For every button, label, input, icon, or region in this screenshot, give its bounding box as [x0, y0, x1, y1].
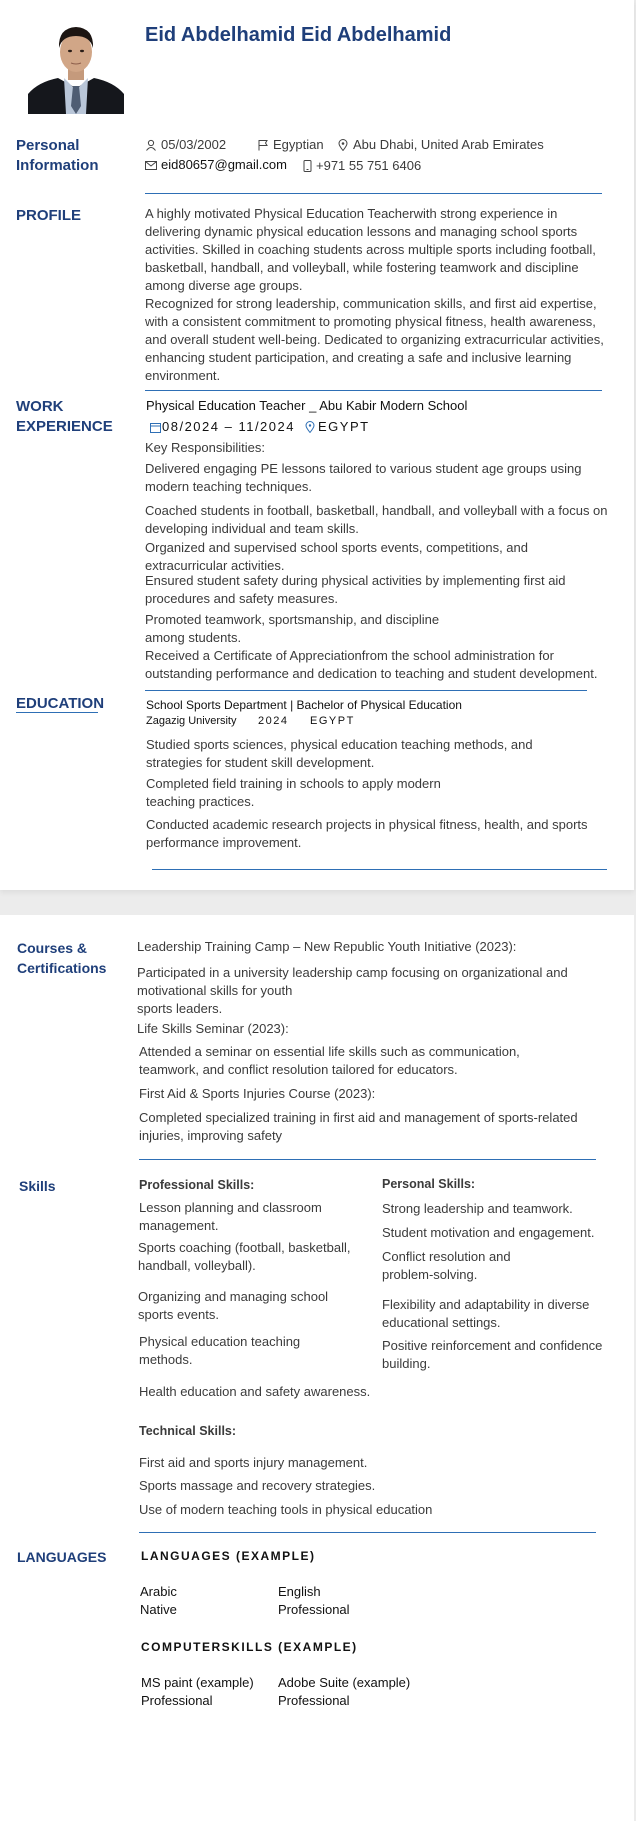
courses-heading: Courses & Certifications — [17, 940, 107, 976]
skill-item: Sports coaching (football, basketball, handball, volleyball). — [138, 1240, 351, 1273]
skill-item: Student motivation and engagement. — [382, 1225, 595, 1240]
skill-item: Health education and safety awareness. — [139, 1384, 371, 1399]
skill-item: Sports massage and recovery strategies. — [139, 1478, 376, 1493]
personal-info-heading: Personal Information — [16, 137, 99, 174]
university: Zagazig University — [146, 715, 237, 727]
education-item: Studied sports sciences, physical education teaching methods, and strategies for student skill development. — [146, 737, 533, 770]
course-description: Participated in a university leadership camp focusing on organizational and motivational skills for youth sports leaders. — [137, 965, 568, 1016]
location-pin-icon — [305, 420, 315, 438]
course-description: Completed specialized training in first aid and management of sports-related injuries, improving safety — [139, 1110, 578, 1143]
education-item: Conducted academic research projects in physical fitness, health, and sports performance improvement. — [146, 817, 588, 850]
graduation-year: 2024 — [258, 715, 289, 727]
profile-photo — [28, 16, 124, 114]
education-item: Completed field training in schools to apply modern teaching practices. — [146, 776, 441, 809]
skill-item: Physical education teaching methods. — [139, 1334, 301, 1367]
education-country: EGYPT — [310, 715, 355, 727]
divider — [145, 390, 602, 391]
computer-skill-item: Adobe Suite (example) Professional — [278, 1675, 411, 1708]
mail-icon — [145, 158, 157, 176]
work-item: Organized and supervised school sports events, competitions, and extracurricular activities. — [145, 540, 528, 573]
flag-icon — [257, 138, 269, 156]
work-experience-heading: WORK EXPERIENCE — [16, 398, 113, 435]
phone-icon — [303, 159, 312, 177]
skills-heading: Skills — [19, 1178, 56, 1194]
calendar-icon — [150, 420, 161, 438]
resume-page-1 — [0, 0, 634, 890]
languages-heading: LANGUAGES — [17, 1549, 107, 1565]
course-title: Leadership Training Camp – New Republic Youth Initiative (2023): — [137, 939, 517, 954]
technical-skills-heading: Technical Skills: — [139, 1424, 237, 1438]
job-title: Physical Education Teacher _ Abu Kabir Modern School — [146, 398, 468, 413]
location: Abu Dhabi, United Arab Emirates — [337, 136, 544, 156]
language-item: English Professional — [278, 1584, 350, 1617]
work-item: Promoted teamwork, sportsmanship, and discipline among students. — [145, 612, 440, 645]
skill-item: Use of modern teaching tools in physical education — [139, 1502, 433, 1517]
course-title: Life Skills Seminar (2023): — [137, 1021, 289, 1036]
profile-summary: A highly motivated Physical Education Teacherwith strong experience in delivering dynamic physical education lessons and managing school sports activities. Skilled in coaching students across multiple sports including football, basketball, handball, and volleyball, while fostering teamwork and discipline among diverse age groups. Recognized for strong leadership, communication skills, and first aid expertise, with a consistent commitment to promoting physical fitness, health awareness, and overall student well-being. Dedicated to organizing extracurricular activities, enhancing student participation, and creating a safe and inclusive learning environment. — [145, 206, 604, 383]
degree: School Sports Department | Bachelor of Physical Education — [146, 698, 462, 712]
languages-subheading: LANGUAGES (EXAMPLE) — [141, 1549, 316, 1563]
skill-item: First aid and sports injury management. — [139, 1455, 368, 1470]
job-location: EGYPT — [305, 418, 370, 438]
personal-skills-heading: Personal Skills: — [382, 1177, 476, 1191]
skill-item: Conflict resolution and problem-solving. — [382, 1249, 511, 1282]
divider — [139, 1159, 596, 1160]
candidate-name: Eid Abdelhamid Eid Abdelhamid — [145, 24, 452, 46]
divider — [16, 712, 98, 713]
work-item: Received a Certificate of Appreciationfrom the school administration for outstanding performance and dedication to teaching and student development. — [145, 648, 598, 681]
course-description: Attended a seminar on essential life skills such as communication, teamwork, and conflict resolution tailored for educators. — [139, 1044, 520, 1077]
birthdate: 05/03/2002 — [145, 136, 226, 156]
job-dates: 08/2024 – 11/2024 — [150, 418, 295, 438]
skill-item: Positive reinforcement and confidence building. — [382, 1338, 603, 1371]
course-title: First Aid & Sports Injuries Course (2023): — [139, 1086, 376, 1101]
email[interactable]: eid80657@gmail.com — [145, 156, 287, 176]
divider — [152, 869, 607, 870]
skill-item: Lesson planning and classroom management. — [139, 1200, 322, 1233]
computer-skill-item: MS paint (example) Professional — [141, 1675, 254, 1708]
profile-heading: PROFILE — [16, 207, 82, 224]
divider — [145, 193, 602, 194]
computer-skills-heading: COMPUTERSKILLS (EXAMPLE) — [141, 1640, 358, 1654]
divider — [139, 1532, 596, 1533]
location-pin-icon — [337, 138, 349, 156]
phone[interactable]: +971 55 751 6406 — [303, 157, 421, 177]
education-heading: EDUCATION — [16, 695, 105, 712]
nationality: Egyptian — [257, 136, 324, 156]
language-item: Arabic Native — [140, 1584, 177, 1617]
professional-skills-heading: Professional Skills: — [139, 1178, 255, 1192]
skill-item: Organizing and managing school sports events. — [138, 1289, 329, 1322]
skill-item: Strong leadership and teamwork. — [382, 1201, 573, 1216]
resume-page-2 — [0, 915, 634, 1821]
divider — [145, 690, 587, 691]
work-item: Coached students in football, basketball, handball, and volleyball with a focus on developing individual and team skills. — [145, 503, 608, 536]
key-responsibilities-label: Key Responsibilities: — [145, 440, 265, 455]
skill-item: Flexibility and adaptability in diverse educational settings. — [382, 1297, 590, 1330]
work-item: Delivered engaging PE lessons tailored to various student age groups using modern teaching techniques. — [145, 461, 582, 494]
person-icon — [145, 138, 157, 156]
work-item: Ensured student safety during physical activities by implementing first aid procedures and safety measures. — [145, 573, 566, 606]
